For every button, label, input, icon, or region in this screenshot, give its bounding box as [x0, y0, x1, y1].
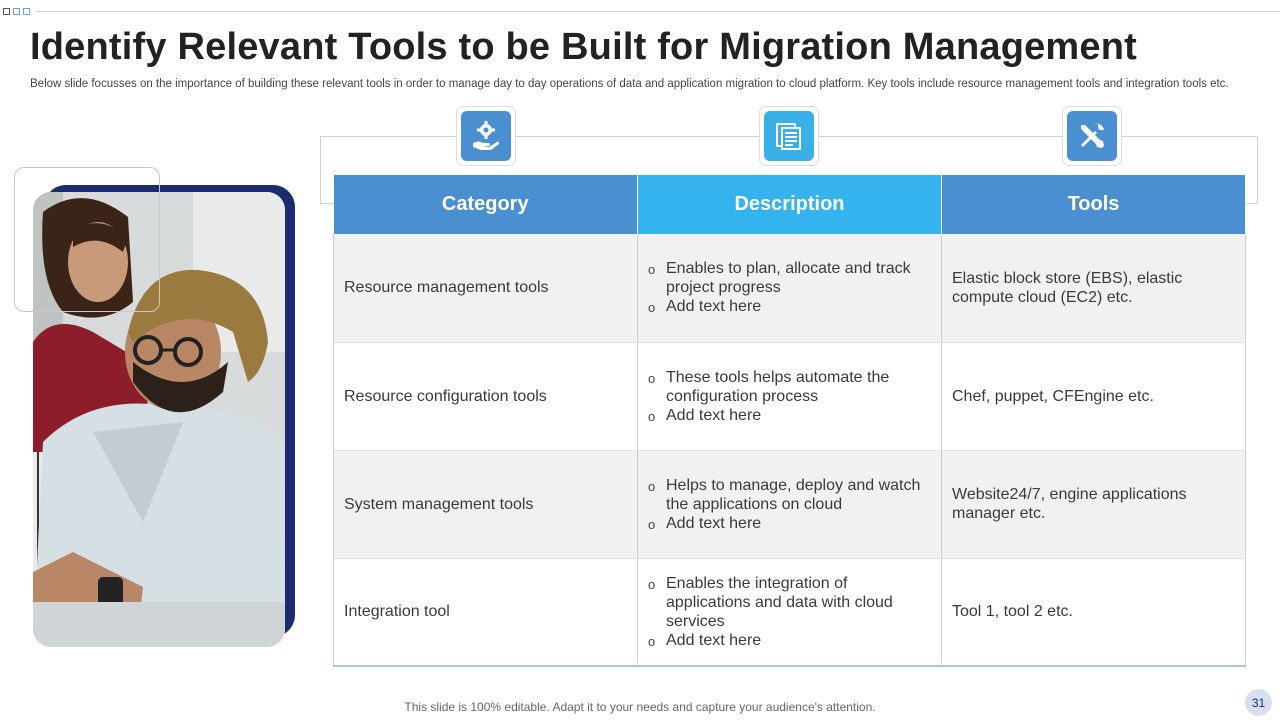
- slide-corner-marks: [3, 8, 30, 15]
- category-cell: System management tools: [334, 450, 638, 558]
- slide-title: Identify Relevant Tools to be Built for Migration Management: [30, 26, 1138, 68]
- description-cell: [638, 342, 942, 450]
- category-icon-tile: [456, 106, 516, 166]
- table-row: [334, 234, 1246, 342]
- category-cell: Resource management tools: [334, 234, 638, 342]
- category-cell: Integration tool: [334, 558, 638, 666]
- description-bullet: o Add text here: [648, 406, 931, 425]
- tools-table: [333, 175, 1246, 667]
- document-icon: [764, 111, 814, 161]
- header-category: Category: [334, 175, 638, 234]
- description-bullet: o Enables to plan, allocate and track project progress: [648, 259, 931, 297]
- description-bullet: o Add text here: [648, 514, 931, 533]
- tools-icon: [1067, 111, 1117, 161]
- table-row: [334, 558, 1246, 666]
- description-bullet: o These tools helps automate the configuration process: [648, 368, 931, 406]
- page-number-badge: 31: [1245, 689, 1272, 716]
- description-cell: [638, 558, 942, 666]
- slide-subtitle: Below slide focusses on the importance of building these relevant tools in order to manage day to day operations of data and application migration to cloud platform. Key tools include resource management tools and integration tools etc.: [30, 78, 1229, 90]
- description-cell: [638, 450, 942, 558]
- top-divider: [36, 11, 1280, 12]
- description-cell: [638, 234, 942, 342]
- category-cell: Resource configuration tools: [334, 342, 638, 450]
- table-row: [334, 342, 1246, 450]
- description-bullet: o Helps to manage, deploy and watch the applications on cloud: [648, 476, 931, 514]
- table-row: [334, 450, 1246, 558]
- description-bullet: o Enables the integration of applications and data with cloud services: [648, 574, 931, 631]
- description-bullet: o Add text here: [648, 297, 931, 316]
- tools-icon-tile: [1062, 106, 1122, 166]
- tools-cell: Website24/7, engine applications manager etc.: [942, 450, 1246, 558]
- description-icon-tile: [759, 106, 819, 166]
- slide-footer: This slide is 100% editable. Adapt it to your needs and capture your audience's attention.: [404, 700, 876, 714]
- tools-cell: Tool 1, tool 2 etc.: [942, 558, 1246, 666]
- header-tools: Tools: [942, 175, 1246, 234]
- gear-hand-icon: [461, 111, 511, 161]
- description-bullet: o Add text here: [648, 631, 931, 650]
- photo-outline-frame: [14, 167, 160, 312]
- header-description: Description: [638, 175, 942, 234]
- tools-cell: Elastic block store (EBS), elastic compute cloud (EC2) etc.: [942, 234, 1246, 342]
- tools-cell: Chef, puppet, CFEngine etc.: [942, 342, 1246, 450]
